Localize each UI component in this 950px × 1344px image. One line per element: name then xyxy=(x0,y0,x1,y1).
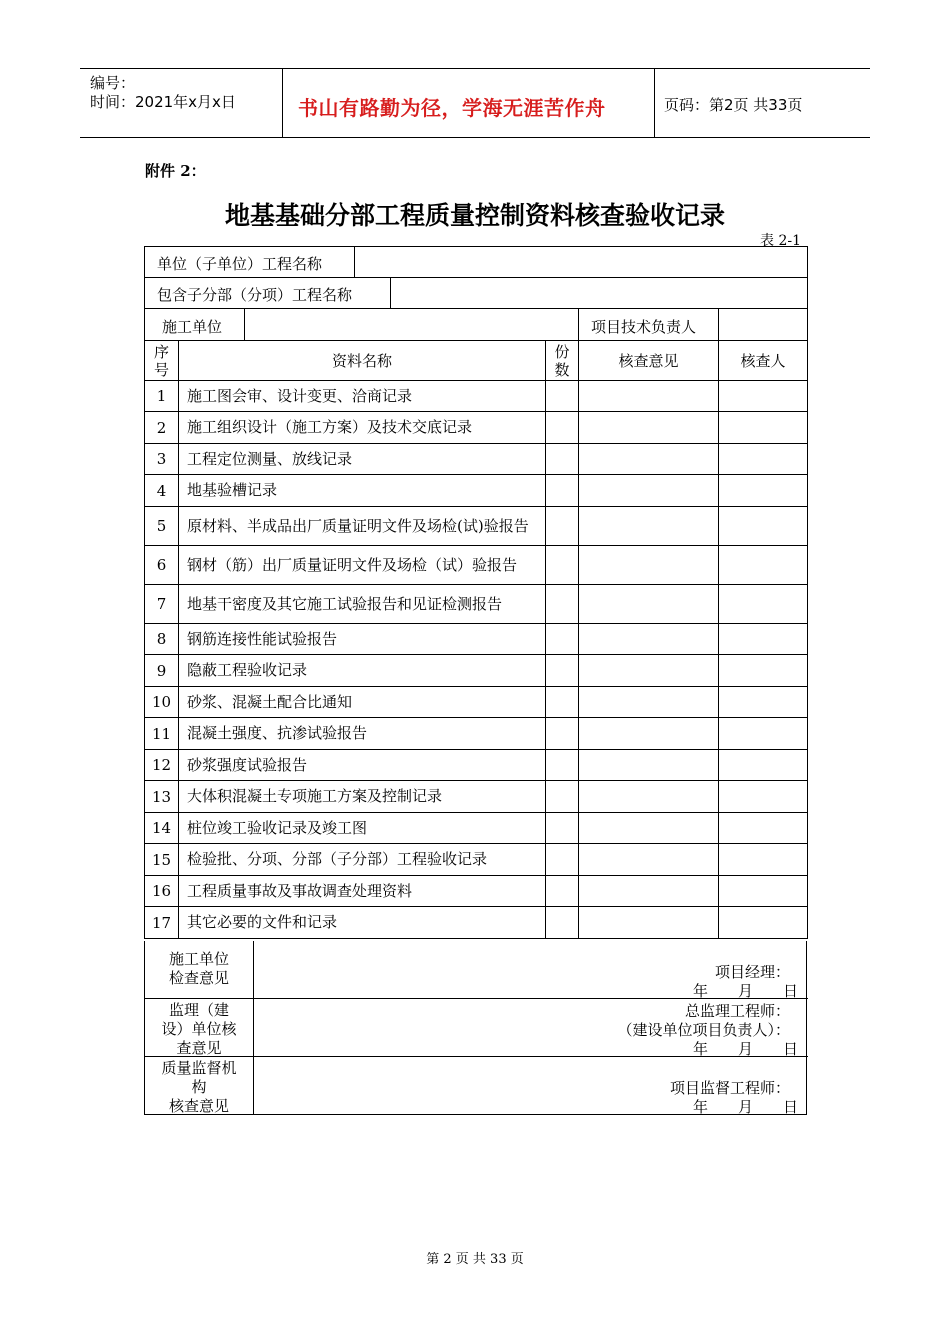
col-checker-header: 核查人 xyxy=(719,341,808,381)
page-footer: 第 2 页 共 33 页 xyxy=(426,1252,524,1267)
checker-cell[interactable] xyxy=(719,876,808,907)
table-row xyxy=(145,381,808,412)
checker-cell[interactable] xyxy=(719,813,808,844)
row-number: 3 xyxy=(145,444,179,475)
row-number: 4 xyxy=(145,475,179,507)
opinion-cell[interactable] xyxy=(579,907,719,939)
checker-cell[interactable] xyxy=(719,655,808,687)
quality-date[interactable]: 年 月 日 xyxy=(692,1098,798,1116)
number-label: 编号： xyxy=(90,74,136,92)
row-number: 15 xyxy=(145,844,179,876)
opinion-cell[interactable] xyxy=(579,781,719,813)
document-name: 检验批、分项、分部（子分部）工程验收记录 xyxy=(179,844,546,876)
table-row xyxy=(145,546,808,585)
construction-unit-value[interactable] xyxy=(245,309,578,341)
row-number: 1 xyxy=(145,381,179,412)
page-info: 页码：第2页 共33页 xyxy=(664,96,803,114)
table-row xyxy=(145,813,808,844)
signoff-divider xyxy=(253,941,254,1115)
supervision-date[interactable]: 年 月 日 xyxy=(692,1040,798,1058)
row-number: 13 xyxy=(145,781,179,813)
document-name: 桩位竣工验收记录及竣工图 xyxy=(179,813,546,844)
row-number: 8 xyxy=(145,624,179,655)
motto-text: 书山有路勤为径，学海无涯苦作舟 xyxy=(298,96,606,120)
checker-cell[interactable] xyxy=(719,475,808,507)
opinion-cell[interactable] xyxy=(579,546,719,585)
opinion-cell[interactable] xyxy=(579,718,719,750)
document-name: 工程定位测量、放线记录 xyxy=(179,444,546,475)
tech-leader-label: 项目技术负责人 xyxy=(591,318,697,336)
copies-cell[interactable] xyxy=(546,781,579,813)
document-name: 隐蔽工程验收记录 xyxy=(179,655,546,687)
row-number: 7 xyxy=(145,585,179,624)
document-name: 施工图会审、设计变更、洽商记录 xyxy=(179,381,546,412)
table-row xyxy=(145,475,808,507)
table-row xyxy=(145,412,808,444)
row-number: 5 xyxy=(145,507,179,546)
copies-cell[interactable] xyxy=(546,844,579,876)
checker-cell[interactable] xyxy=(719,546,808,585)
copies-cell[interactable] xyxy=(546,655,579,687)
table-row xyxy=(145,750,808,781)
opinion-cell[interactable] xyxy=(579,624,719,655)
owner-leader-signature[interactable]: （建设单位项目负责人）： xyxy=(617,1021,790,1039)
construction-opinion-label: 施工单位 检查意见 xyxy=(168,950,229,987)
document-name: 施工组织设计（施工方案）及技术交底记录 xyxy=(179,412,546,444)
opinion-cell[interactable] xyxy=(579,507,719,546)
copies-cell[interactable] xyxy=(546,444,579,475)
signoff-block xyxy=(144,941,807,1115)
table-row xyxy=(145,624,808,655)
row-number: 10 xyxy=(145,687,179,718)
table-row xyxy=(145,876,808,907)
copies-cell[interactable] xyxy=(546,381,579,412)
checker-cell[interactable] xyxy=(719,444,808,475)
opinion-cell[interactable] xyxy=(579,750,719,781)
opinion-cell[interactable] xyxy=(579,844,719,876)
row-number: 11 xyxy=(145,718,179,750)
document-title: 地基基础分部工程质量控制资料核查验收记录 xyxy=(224,201,725,230)
checker-cell[interactable] xyxy=(719,687,808,718)
header-divider xyxy=(654,69,655,137)
checker-cell[interactable] xyxy=(719,907,808,939)
copies-cell[interactable] xyxy=(546,475,579,507)
copies-cell[interactable] xyxy=(546,687,579,718)
construction-unit-row xyxy=(145,309,808,341)
field-divider xyxy=(578,309,579,341)
col-opinion-header: 核查意见 xyxy=(579,341,719,381)
document-name: 原材料、半成品出厂质量证明文件及场检(试)验报告 xyxy=(179,507,546,546)
inspection-table-body xyxy=(144,246,808,939)
copies-cell[interactable] xyxy=(546,718,579,750)
document-name: 砂浆强度试验报告 xyxy=(179,750,546,781)
row-number: 17 xyxy=(145,907,179,939)
opinion-cell[interactable] xyxy=(579,381,719,412)
opinion-cell[interactable] xyxy=(579,655,719,687)
copies-cell[interactable] xyxy=(546,546,579,585)
col-copies-header: 份数 xyxy=(546,341,579,381)
checker-cell[interactable] xyxy=(719,750,808,781)
document-name: 大体积混凝土专项施工方案及控制记录 xyxy=(179,781,546,813)
copies-cell[interactable] xyxy=(546,412,579,444)
opinion-cell[interactable] xyxy=(579,585,719,624)
document-name: 混凝土强度、抗渗试验报告 xyxy=(179,718,546,750)
checker-cell[interactable] xyxy=(719,585,808,624)
header-divider xyxy=(282,69,283,137)
copies-cell[interactable] xyxy=(546,750,579,781)
time-label: 时间：2021年x月x日 xyxy=(90,93,236,111)
sub-project-row xyxy=(145,278,808,309)
document-name: 钢材（筋）出厂质量证明文件及场检（试）验报告 xyxy=(179,546,546,585)
table-row xyxy=(145,585,808,624)
table-row xyxy=(145,687,808,718)
document-name: 砂浆、混凝土配合比通知 xyxy=(179,687,546,718)
row-number: 12 xyxy=(145,750,179,781)
checker-cell[interactable] xyxy=(719,781,808,813)
opinion-cell[interactable] xyxy=(579,813,719,844)
table-row xyxy=(145,907,808,939)
copies-cell[interactable] xyxy=(546,813,579,844)
checker-cell[interactable] xyxy=(719,381,808,412)
row-number: 9 xyxy=(145,655,179,687)
unit-project-value[interactable] xyxy=(355,247,807,278)
col-docname-header: 资料名称 xyxy=(179,341,546,381)
checker-cell[interactable] xyxy=(719,624,808,655)
document-name: 地基干密度及其它施工试验报告和见证检测报告 xyxy=(179,585,546,624)
opinion-cell[interactable] xyxy=(579,475,719,507)
chief-supervisor-signature[interactable]: 总监理工程师： xyxy=(684,1002,790,1020)
construction-date[interactable]: 年 月 日 xyxy=(692,982,798,1000)
quality-supervisor-signature[interactable]: 项目监督工程师： xyxy=(669,1079,790,1097)
supervision-opinion-label: 监理（建 设）单位核 查意见 xyxy=(161,1001,237,1057)
document-name: 地基验槽记录 xyxy=(179,475,546,507)
unit-project-row xyxy=(145,247,808,278)
copies-cell[interactable] xyxy=(546,624,579,655)
row-number: 16 xyxy=(145,876,179,907)
checker-cell[interactable] xyxy=(719,844,808,876)
document-name: 其它必要的文件和记录 xyxy=(179,907,546,939)
table-code: 表 2-1 xyxy=(760,233,801,249)
checker-cell[interactable] xyxy=(719,718,808,750)
copies-cell[interactable] xyxy=(546,585,579,624)
tech-leader-value[interactable] xyxy=(719,309,807,341)
copies-cell[interactable] xyxy=(546,907,579,939)
checker-cell[interactable] xyxy=(719,412,808,444)
col-seq-header: 序号 xyxy=(145,341,179,381)
sub-project-value[interactable] xyxy=(391,278,807,309)
document-name: 钢筋连接性能试验报告 xyxy=(179,624,546,655)
row-number: 6 xyxy=(145,546,179,585)
document-name: 工程质量事故及事故调查处理资料 xyxy=(179,876,546,907)
quality-opinion-label: 质量监督机 构 核查意见 xyxy=(161,1059,237,1115)
copies-cell[interactable] xyxy=(546,507,579,546)
opinion-cell[interactable] xyxy=(579,687,719,718)
table-row xyxy=(145,844,808,876)
copies-cell[interactable] xyxy=(546,876,579,907)
attachment-label: 附件 2： xyxy=(145,162,206,180)
checker-cell[interactable] xyxy=(719,507,808,546)
unit-project-label: 单位（子单位）工程名称 xyxy=(157,255,323,273)
table-row xyxy=(145,718,808,750)
row-number: 2 xyxy=(145,412,179,444)
sub-project-label: 包含子分部（分项）工程名称 xyxy=(157,286,353,304)
row-number: 14 xyxy=(145,813,179,844)
construction-unit-label: 施工单位 xyxy=(162,318,223,336)
opinion-cell[interactable] xyxy=(579,412,719,444)
table-row xyxy=(145,655,808,687)
project-manager-signature[interactable]: 项目经理： xyxy=(714,963,790,981)
table-row xyxy=(145,507,808,546)
opinion-cell[interactable] xyxy=(579,444,719,475)
table-row xyxy=(145,781,808,813)
opinion-cell[interactable] xyxy=(579,876,719,907)
table-row xyxy=(145,444,808,475)
